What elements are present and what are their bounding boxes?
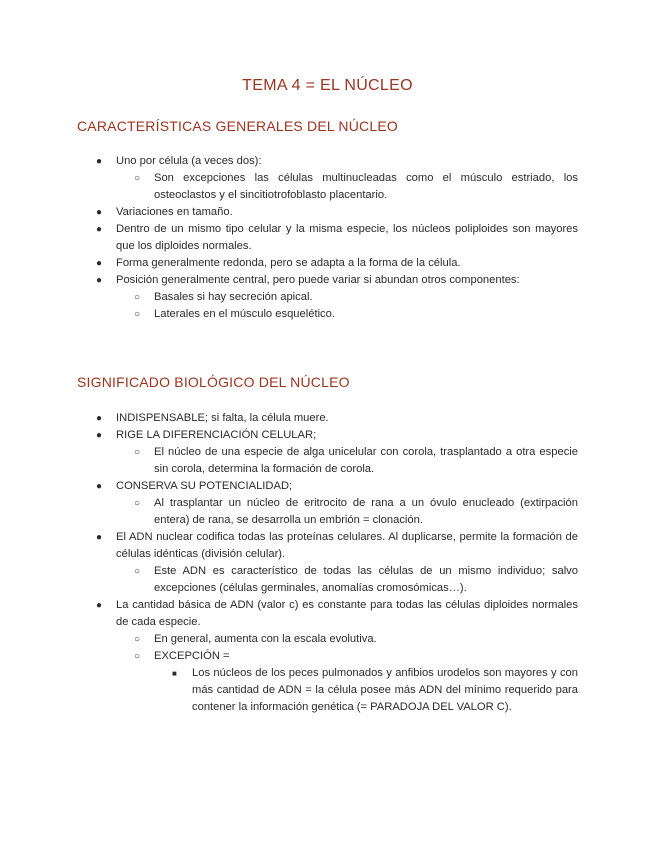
list-item: ○ Basales si hay secreción apical.: [0, 289, 655, 306]
list-item: ● El ADN nuclear codifica todas las proteínas celulares. Al duplicarse, permite la formación de células idénticas (división celular).: [96, 531, 578, 560]
bullet-icon: ●: [96, 481, 103, 492]
list-item: ● Variaciones en tamaño.: [0, 204, 655, 221]
list-item: ○ En general, aumenta con la escala evolutiva.: [0, 631, 655, 648]
bullet-icon: ●: [96, 430, 103, 441]
significance-list: [0, 410, 655, 716]
characteristics-list: [0, 153, 655, 323]
bullet-icon: ○: [134, 566, 141, 577]
bullet-icon: ○: [134, 634, 141, 645]
list-item: ● Uno por célula (a veces dos):: [0, 153, 655, 170]
bullet-icon: ○: [134, 651, 141, 662]
list-item: ● CONSERVA SU POTENCIALIDAD;: [0, 478, 655, 495]
bullet-icon: ●: [96, 156, 103, 167]
list-item: ● INDISPENSABLE; si falta, la célula muere.: [0, 410, 655, 427]
bullet-icon: ○: [134, 447, 141, 458]
bullet-icon: ●: [96, 275, 103, 286]
list-item: ● Dentro de un mismo tipo celular y la misma especie, los núcleos poliploides son mayores que los diploides normales.: [96, 223, 578, 252]
list-item: ○ El núcleo de una especie de alga unicelular con corola, trasplantado a otra especie sin corola, determina la formación de corola.: [134, 446, 578, 475]
bullet-icon: ○: [134, 292, 141, 303]
list-item: ○ Laterales en el músculo esquelético.: [0, 306, 655, 323]
list-item: ○ Al trasplantar un núcleo de eritrocito de rana a un óvulo enucleado (extirpación entera) de rana, se desarrolla un embrión = clonación.: [134, 497, 578, 526]
bullet-icon: ○: [134, 173, 141, 184]
list-item: ● RIGE LA DIFERENCIACIÓN CELULAR;: [0, 427, 655, 444]
bullet-icon: ●: [96, 224, 103, 235]
list-item: ○ Este ADN es característico de todas las células de un mismo individuo; salvo excepciones (células germinales, anomalías cromosómicas…).: [134, 565, 578, 594]
bullet-icon: ■: [172, 669, 177, 678]
list-item: ○ Son excepciones las células multinucleadas como el músculo estriado, los osteoclastos y el sincitiotrofoblasto placentario.: [134, 172, 578, 201]
list-item: ● La cantidad básica de ADN (valor c) es constante para todas las células diploides normales de cada especie.: [96, 599, 578, 628]
bullet-icon: ○: [134, 309, 141, 320]
page-title: TEMA 4 = EL NÚCLEO: [242, 77, 413, 94]
bullet-icon: ●: [96, 600, 103, 611]
bullet-icon: ●: [96, 207, 103, 218]
bullet-icon: ●: [96, 532, 103, 543]
bullet-icon: ●: [96, 413, 103, 424]
list-item: ■ Los núcleos de los peces pulmonados y anfibios urodelos son mayores y con más cantidad de ADN = la célula posee más ADN del mínimo requerido para contener la información genética (= PARADOJA DEL VALOR C).: [172, 667, 578, 713]
section-heading-significado: SIGNIFICADO BIOLÓGICO DEL NÚCLEO: [77, 374, 350, 390]
list-item: ● Forma generalmente redonda, pero se adapta a la forma de la célula.: [0, 255, 655, 272]
bullet-icon: ●: [96, 258, 103, 269]
bullet-icon: ○: [134, 498, 141, 509]
list-item: ○ EXCEPCIÓN =: [0, 648, 655, 665]
section-heading-caracteristicas: CARACTERÍSTICAS GENERALES DEL NÚCLEO: [77, 118, 398, 134]
list-item: ● Posición generalmente central, pero puede variar si abundan otros componentes:: [0, 272, 655, 289]
